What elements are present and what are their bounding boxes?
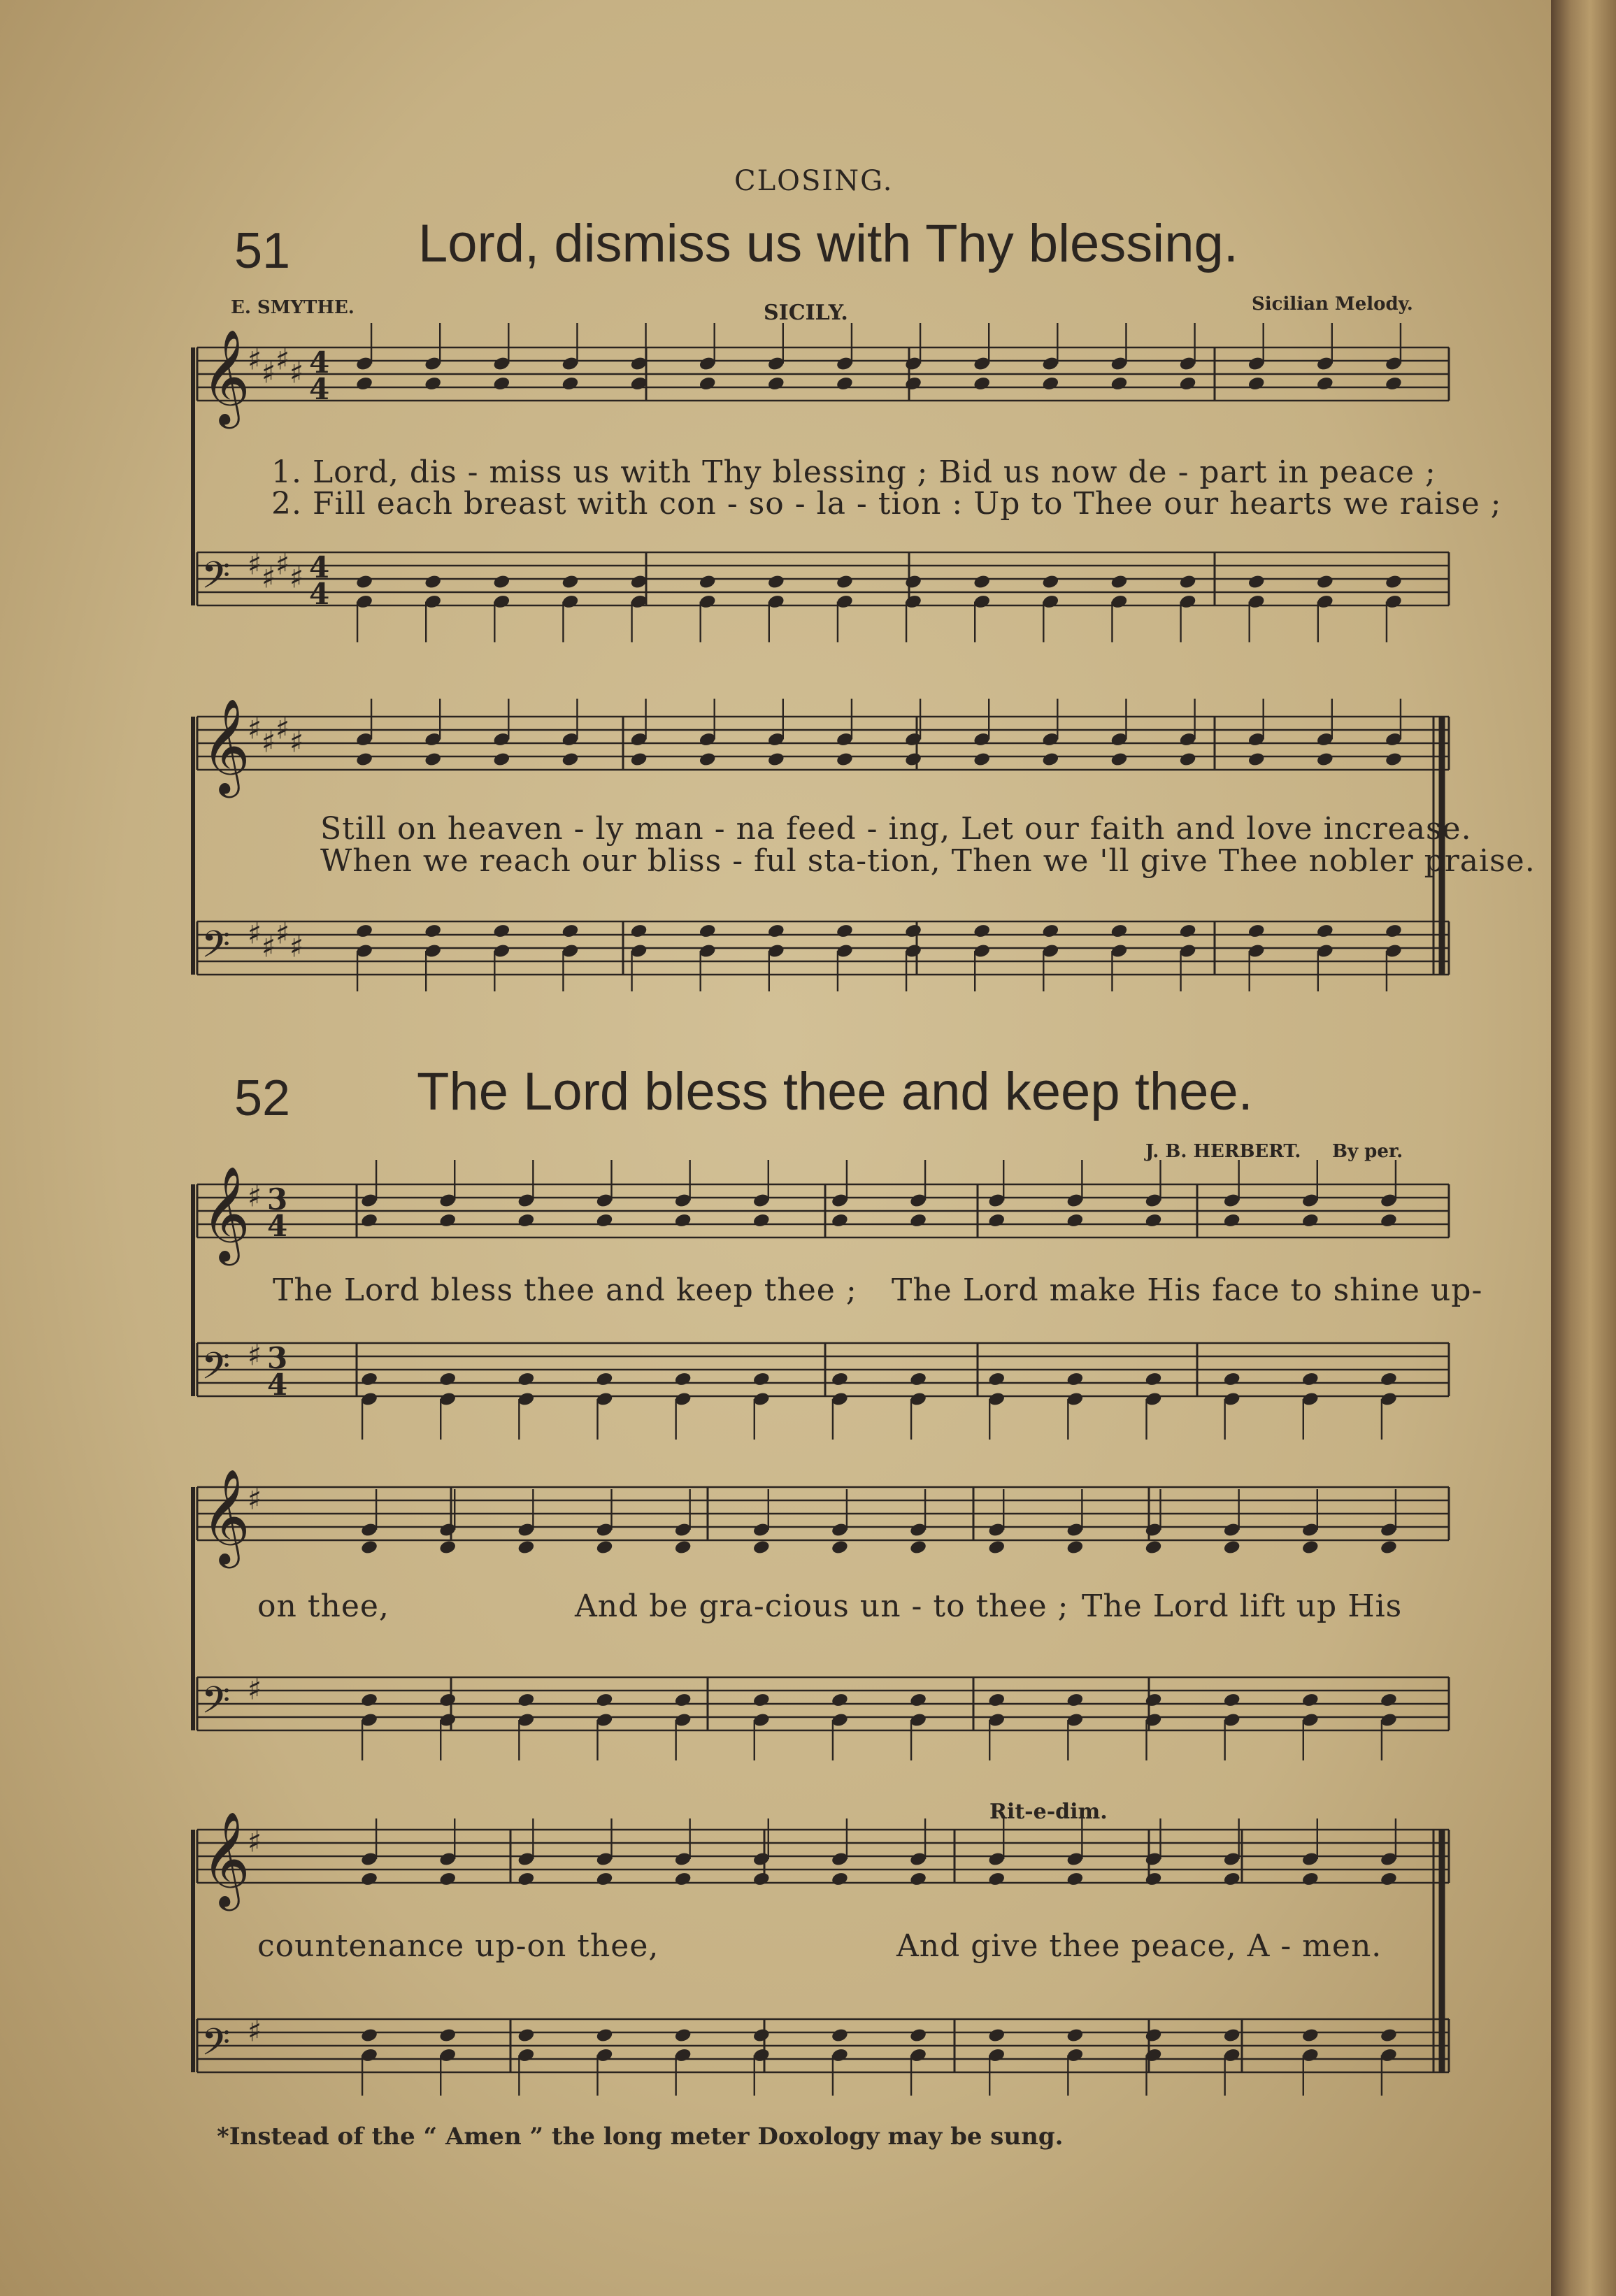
note-head	[1066, 1371, 1084, 1387]
note-head	[1041, 923, 1059, 939]
note-head	[438, 1540, 457, 1556]
lyric-line: 2. Fill each breast with con - so - la - tion : Up to Thee our hearts we raise ;	[271, 486, 1502, 522]
note-head	[438, 1692, 457, 1708]
bass-clef-icon: 𝄢	[201, 924, 231, 975]
note-head	[595, 1871, 613, 1887]
note-head	[836, 923, 854, 939]
note-head	[492, 923, 510, 939]
note-head	[909, 2028, 927, 2044]
time-signature-icon: 4	[309, 577, 330, 611]
time-signature-icon: 3	[267, 1182, 288, 1217]
note-head	[1066, 1212, 1084, 1228]
note-head	[1380, 1692, 1398, 1708]
note-head	[831, 1212, 849, 1228]
note-head	[973, 923, 991, 939]
sharp-icon: ♯	[276, 711, 290, 746]
note-head	[836, 375, 854, 392]
note-head	[355, 752, 373, 768]
note-head	[767, 574, 785, 590]
note-head	[699, 752, 717, 768]
sharp-icon: ♯	[248, 1824, 262, 1859]
treble-clef-icon: 𝄞	[201, 697, 250, 794]
treble-clef-icon: 𝄞	[201, 1165, 250, 1261]
note-head	[492, 375, 510, 392]
note-head	[1380, 1871, 1398, 1887]
note-head	[1316, 923, 1334, 939]
note-head	[517, 2028, 535, 2044]
note-head	[973, 574, 991, 590]
sharp-icon: ♯	[276, 547, 290, 582]
note-head	[904, 375, 922, 392]
note-head	[909, 1371, 927, 1387]
note-head	[561, 752, 579, 768]
sharp-icon: ♯	[289, 355, 304, 390]
note-head	[1066, 1871, 1084, 1887]
note-head	[987, 1871, 1006, 1887]
treble-clef-icon: 𝄞	[201, 328, 250, 424]
tempo-marking: Rit-e-dim.	[989, 1800, 1108, 1824]
note-head	[561, 574, 579, 590]
lyric-line: 1. Lord, dis - miss us with Thy blessing ; Bid us now de - part in peace ;	[271, 454, 1436, 490]
lyric-line: When we reach our bliss - ful sta-tion, Then we 'll give Thee nobler praise.	[320, 843, 1536, 879]
note-head	[909, 1540, 927, 1556]
bass-clef-icon: 𝄢	[201, 1345, 231, 1397]
note-head	[1385, 752, 1403, 768]
note-head	[1301, 2028, 1320, 2044]
sharp-icon: ♯	[248, 342, 262, 377]
note-head	[699, 923, 717, 939]
note-head	[438, 2028, 457, 2044]
note-head	[424, 375, 442, 392]
note-head	[973, 752, 991, 768]
note-head	[360, 1371, 378, 1387]
note-head	[360, 1871, 378, 1887]
lyric-line: The Lord make His face to shine up-	[892, 1272, 1483, 1308]
note-head	[752, 1540, 771, 1556]
note-head	[904, 574, 922, 590]
sharp-icon: ♯	[262, 724, 276, 759]
note-head	[987, 2028, 1006, 2044]
sharp-icon: ♯	[248, 2014, 262, 2049]
note-head	[836, 752, 854, 768]
sharp-icon: ♯	[289, 560, 304, 595]
note-head	[355, 923, 373, 939]
note-head	[1316, 375, 1334, 392]
note-head	[909, 1212, 927, 1228]
note-head	[595, 2028, 613, 2044]
lyric-line: Still on heaven - ly man - na feed - ing, Let our faith and love increase.	[320, 811, 1472, 847]
lyric-line: on thee,	[257, 1588, 389, 1624]
hymn-tune: SICILY.	[764, 301, 848, 325]
note-head	[987, 1212, 1006, 1228]
note-head	[752, 1371, 771, 1387]
note-head	[674, 1212, 692, 1228]
note-head	[674, 1540, 692, 1556]
note-head	[517, 1371, 535, 1387]
note-head	[831, 1371, 849, 1387]
section-heading: CLOSING.	[734, 165, 894, 197]
hymn-number: 52	[234, 1070, 291, 1126]
bass-clef-icon: 𝄢	[201, 1679, 231, 1731]
sharp-icon: ♯	[248, 1337, 262, 1372]
note-head	[987, 1540, 1006, 1556]
note-head	[1178, 574, 1196, 590]
note-head	[595, 1212, 613, 1228]
sharp-icon: ♯	[289, 724, 304, 759]
note-head	[1066, 1692, 1084, 1708]
note-head	[1066, 2028, 1084, 2044]
time-signature-icon: 3	[267, 1341, 288, 1375]
note-head	[1178, 923, 1196, 939]
bass-clef-icon: 𝄢	[201, 2021, 231, 2073]
note-head	[831, 2028, 849, 2044]
note-head	[831, 1871, 849, 1887]
note-head	[1301, 1212, 1320, 1228]
note-head	[767, 375, 785, 392]
note-head	[1144, 1540, 1162, 1556]
note-head	[1110, 923, 1128, 939]
note-head	[1316, 752, 1334, 768]
sharp-icon: ♯	[248, 1481, 262, 1516]
note-head	[438, 1212, 457, 1228]
note-head	[831, 1540, 849, 1556]
note-head	[674, 1371, 692, 1387]
note-head	[360, 1540, 378, 1556]
note-head	[438, 1871, 457, 1887]
note-head	[561, 375, 579, 392]
note-head	[1041, 574, 1059, 590]
note-head	[517, 1871, 535, 1887]
note-head	[1041, 752, 1059, 768]
note-head	[1247, 574, 1266, 590]
sharp-icon: ♯	[289, 929, 304, 964]
note-head	[595, 1692, 613, 1708]
note-head	[360, 1692, 378, 1708]
note-head	[699, 375, 717, 392]
hymn-composer: J. B. HERBERT.	[1145, 1141, 1301, 1162]
note-head	[492, 574, 510, 590]
bass-clef-icon: 𝄢	[201, 554, 231, 606]
sharp-icon: ♯	[248, 711, 262, 746]
note-head	[973, 375, 991, 392]
note-head	[1385, 923, 1403, 939]
note-head	[1316, 574, 1334, 590]
note-head	[360, 2028, 378, 2044]
note-head	[674, 1871, 692, 1887]
note-head	[355, 375, 373, 392]
note-head	[1301, 1692, 1320, 1708]
note-head	[1066, 1540, 1084, 1556]
note-head	[987, 1371, 1006, 1387]
note-head	[1301, 1871, 1320, 1887]
sharp-icon: ♯	[248, 547, 262, 582]
treble-clef-icon: 𝄞	[201, 1810, 250, 1907]
note-head	[1247, 375, 1266, 392]
note-head	[674, 1692, 692, 1708]
note-head	[424, 923, 442, 939]
footnote: *Instead of the “ Amen ” the long meter Doxology may be sung.	[217, 2123, 1064, 2151]
note-head	[1144, 1371, 1162, 1387]
note-head	[1385, 375, 1403, 392]
note-head	[836, 574, 854, 590]
note-head	[1144, 2028, 1162, 2044]
note-head	[1380, 1371, 1398, 1387]
note-head	[629, 923, 648, 939]
note-head	[1223, 1212, 1241, 1228]
note-head	[752, 1212, 771, 1228]
note-head	[909, 1692, 927, 1708]
note-head	[1223, 1692, 1241, 1708]
note-head	[1247, 752, 1266, 768]
note-head	[1223, 2028, 1241, 2044]
sharp-icon: ♯	[248, 1179, 262, 1214]
note-head	[424, 752, 442, 768]
note-head	[360, 1212, 378, 1228]
sharp-icon: ♯	[262, 560, 276, 595]
note-head	[1110, 574, 1128, 590]
lyric-line: The Lord lift up His	[1082, 1588, 1403, 1624]
note-head	[674, 2028, 692, 2044]
note-head	[752, 1692, 771, 1708]
note-head	[1178, 752, 1196, 768]
note-head	[1178, 375, 1196, 392]
note-head	[987, 1692, 1006, 1708]
note-head	[595, 1371, 613, 1387]
note-head	[517, 1540, 535, 1556]
note-head	[1247, 923, 1266, 939]
time-signature-icon: 4	[309, 550, 330, 584]
lyric-line: And be gra-cious un - to thee ;	[575, 1588, 1069, 1624]
treble-clef-icon: 𝄞	[201, 1468, 250, 1564]
hymn-title: The Lord bless thee and keep thee.	[417, 1062, 1253, 1121]
note-head	[767, 923, 785, 939]
note-head	[1380, 1212, 1398, 1228]
sharp-icon: ♯	[276, 342, 290, 377]
note-head	[517, 1692, 535, 1708]
note-head	[767, 752, 785, 768]
note-head	[492, 752, 510, 768]
note-head	[909, 1871, 927, 1887]
note-head	[355, 574, 373, 590]
note-head	[1385, 574, 1403, 590]
note-head	[904, 923, 922, 939]
time-signature-icon: 4	[309, 345, 330, 380]
note-head	[831, 1692, 849, 1708]
note-head	[1223, 1540, 1241, 1556]
note-head	[1144, 1871, 1162, 1887]
sharp-icon: ♯	[276, 916, 290, 951]
note-head	[1223, 1371, 1241, 1387]
note-head	[1144, 1212, 1162, 1228]
note-head	[752, 1871, 771, 1887]
sharp-icon: ♯	[262, 929, 276, 964]
note-head	[699, 574, 717, 590]
note-head	[595, 1540, 613, 1556]
note-head	[1301, 1540, 1320, 1556]
lyric-line: The Lord bless thee and keep thee ;	[273, 1272, 857, 1308]
note-head	[561, 923, 579, 939]
sharp-icon: ♯	[248, 916, 262, 951]
lyric-line: countenance up-on thee,	[257, 1928, 659, 1964]
note-head	[1223, 1871, 1241, 1887]
sharp-icon: ♯	[248, 1672, 262, 1707]
hymn-number: 51	[234, 223, 291, 279]
hymn-composer: Sicilian Melody.	[1252, 294, 1413, 315]
note-head	[1041, 375, 1059, 392]
hymn-title: Lord, dismiss us with Thy blessing.	[418, 214, 1238, 273]
note-head	[1380, 2028, 1398, 2044]
note-head	[1380, 1540, 1398, 1556]
note-head	[904, 752, 922, 768]
time-signature-icon: 4	[267, 1368, 288, 1402]
time-signature-icon: 4	[309, 372, 330, 406]
note-head	[1110, 375, 1128, 392]
lyric-line: And give thee peace, A - men.	[896, 1928, 1382, 1964]
hymn-author: E. SMYTHE.	[231, 297, 355, 318]
note-head	[1144, 1692, 1162, 1708]
note-head	[629, 752, 648, 768]
time-signature-icon: 4	[267, 1209, 288, 1243]
note-head	[438, 1371, 457, 1387]
note-head	[1301, 1371, 1320, 1387]
note-head	[1110, 752, 1128, 768]
permission-note: By per.	[1332, 1141, 1403, 1162]
sharp-icon: ♯	[262, 355, 276, 390]
note-head	[752, 2028, 771, 2044]
note-head	[517, 1212, 535, 1228]
note-head	[424, 574, 442, 590]
